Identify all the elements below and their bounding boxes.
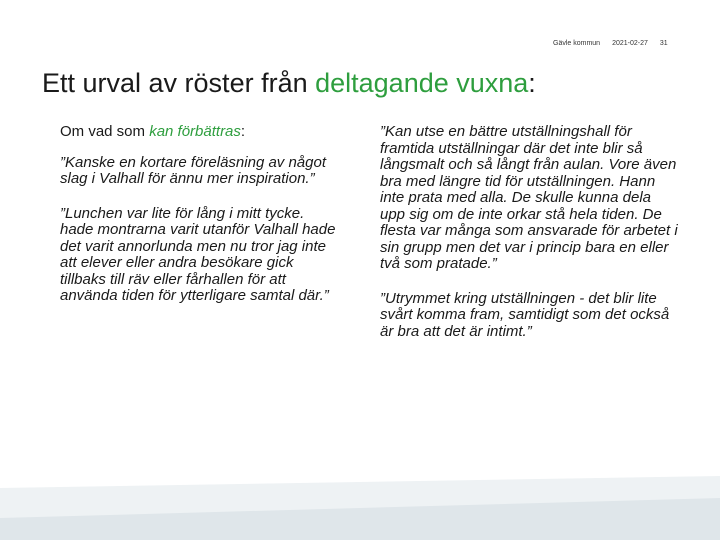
footer-band-decoration <box>0 468 720 540</box>
quote-item: ”Lunchen var lite för lång i mitt tycke. hade montrarna varit utanför Valhall hade det varit annorlunda men nu tror jag inte att elever eller andra besökare gick tillbaks till räv eller fårhallen för att använda tiden för ytterligare samtal där.” <box>60 204 336 304</box>
left-column <box>60 124 338 323</box>
page-number: 31 <box>659 40 668 47</box>
lead-highlight: kan förbättras <box>149 123 241 140</box>
quote-item: ”Utrymmet kring utställningen - det blir lite svårt komma fram, samtidigt som det också är bra att det är intimt.” <box>380 289 670 340</box>
org-name: Gävle kommun <box>553 40 601 47</box>
lead-prefix: Om vad som <box>60 123 150 140</box>
left-lead <box>60 124 338 141</box>
quote-item: ”Kanske en kortare föreläsning av något slag i Valhall för ännu mer inspiration.” <box>60 153 326 187</box>
title-suffix: : <box>528 68 536 98</box>
right-column <box>380 124 680 358</box>
slide-header <box>553 40 668 47</box>
quote-item: ”Kan utse en bättre utställningshall för framtida utställningar där det inte blir så långsmalt och så långt från aulan. Vore även bra med längre tid för utställningen. Hann inte prata med alla. De skulle kunna dela upp sig om de inte orkar stå hela tiden. De flesta var många som ansvarade för arbetet i sin grupp men det var i princip bara en eller två som pratade.” <box>380 123 678 272</box>
title-highlight: deltagande vuxna <box>315 68 529 98</box>
slide-date: 2021-02-27 <box>612 40 648 47</box>
title-prefix: Ett urval av röster från <box>42 68 316 98</box>
slide-title <box>42 68 536 99</box>
lead-suffix: : <box>240 123 246 140</box>
